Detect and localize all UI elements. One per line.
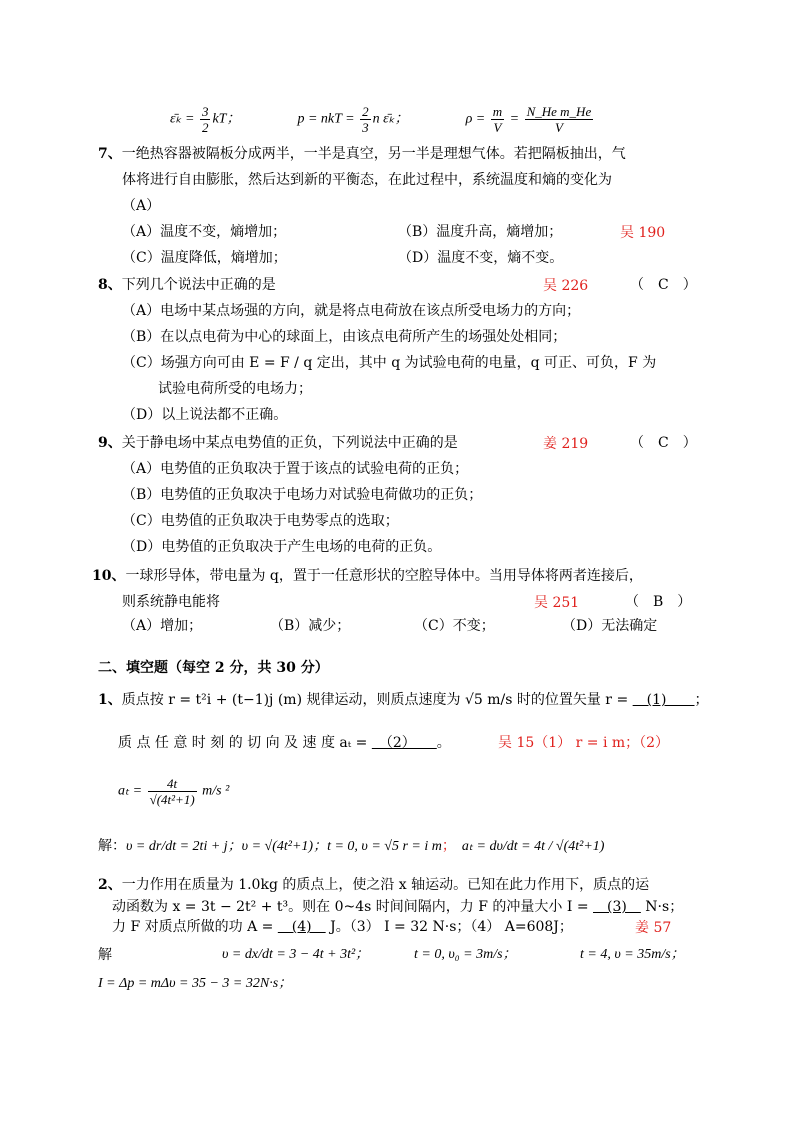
ek-frac-denominator: 2	[201, 120, 209, 135]
q9-answer: （ C ）	[630, 435, 697, 451]
rho-frac2-numerator: N_He m_He	[526, 104, 592, 119]
f2-stem-3a: 力 F 对质点所做的功 A =	[112, 919, 278, 935]
q9-stem: 关于静电场中某点电势值的正负，下列说法中正确的是	[121, 435, 458, 451]
f1-at-answer	[118, 776, 229, 807]
q7-answer: （A）	[122, 198, 161, 214]
f1-line2-end: 。	[436, 735, 451, 751]
q8-option-c1: （C）场强方向可由 E = F / q 定出，其中 q 为试验电荷的电量，q 可正、可负，F 为	[122, 355, 657, 371]
f2-blank-4: (4)	[277, 919, 326, 935]
f1-stem-1: 质点按 r = t²i + (t−1)j (m) 规律运动，则质点速度为 √5 m/s 时的位置矢量 r =	[121, 692, 633, 708]
q7-line2: 体将进行自由膨胀，然后达到新的平衡态，在此过程中，系统温度和熵的变化为	[122, 172, 612, 188]
f2-reference: 姜 57	[635, 920, 672, 936]
f1-solution	[98, 836, 604, 857]
formula-line	[170, 104, 595, 135]
p-frac-numerator: 2	[362, 104, 369, 119]
q8-number: 8、	[98, 277, 122, 293]
rho-frac2-denominator: V	[554, 120, 563, 135]
f1-at-unit: m/s ²	[198, 783, 230, 799]
q9-reference: 姜 219	[543, 436, 589, 452]
q10-stem-1: 一球形导体，带电量为 q，置于一任意形状的空腔导体中。当用导体将两者连接后，	[125, 568, 643, 584]
q8-option-b: （B）在以点电荷为中心的球面上，由该点电荷所产生的场强处处相同；	[122, 329, 567, 345]
f1-at-label: aₜ =	[118, 783, 146, 799]
f1-at-numerator: 4t	[148, 776, 197, 792]
p-tail: n ε̄ₖ；	[372, 111, 409, 127]
rho-eq: =	[506, 111, 523, 127]
p-fraction	[360, 104, 371, 135]
ek-fraction	[200, 104, 211, 135]
f1-semicolon: ；	[694, 692, 709, 708]
q7-option-b: （B）温度升高，熵增加；	[398, 224, 563, 240]
f2-stem-1: 一力作用在质量为 1.0kg 的质点上，使之沿 x 轴运动。已知在此力作用下，质点的运	[121, 877, 650, 893]
f1-solution-sep: ；	[441, 838, 456, 854]
q10-option-d: （D）无法确定	[562, 618, 658, 634]
f2-line2	[112, 897, 683, 917]
q9-option-a: （A）电势值的正负取决于置于该点的试验电荷的正负；	[122, 461, 469, 477]
f1-number: 1、	[98, 692, 122, 708]
f1-at-denominator: √(4t²+1)	[149, 792, 195, 807]
f2-number: 2、	[98, 877, 122, 893]
q10-line1	[92, 566, 643, 586]
q10-answer: （ B ）	[625, 594, 692, 610]
q9-number: 9、	[98, 435, 122, 451]
f1-blank-2: （2）	[371, 735, 437, 751]
q10-line2: 则系统静电能将	[122, 594, 220, 610]
q8-option-c2: 试验电荷所受的电场力；	[158, 381, 312, 397]
q9-option-c: （C）电势值的正负取决于电势零点的选取；	[122, 513, 399, 529]
q7-option-d: （D）温度不变，熵不变。	[398, 250, 564, 266]
f2-line1	[98, 875, 649, 895]
f1-solution-label: 解：	[98, 838, 126, 854]
q10-option-c: （C）不变；	[414, 618, 495, 634]
f1-reference: 吴 15（1） r = i m；（2）	[498, 735, 670, 751]
f1-stem-2: 质 点 任 意 时 刻 的 切 向 及 速 度 aₜ =	[118, 735, 372, 751]
f1-line1	[98, 690, 708, 710]
ek-frac-numerator: 3	[201, 104, 209, 119]
q10-number: 10、	[92, 568, 126, 584]
p-frac-denominator: 3	[362, 120, 369, 135]
f1-blank-1: (1)	[632, 692, 695, 708]
f2-line3	[112, 917, 573, 937]
q8-option-d: （D）以上说法都不正确。	[122, 407, 288, 423]
f2-solution-2: t = 0, υ₀ = 3m/s；	[414, 947, 517, 962]
rho-fraction-2	[525, 104, 594, 135]
q8-option-a: （A）电场中某点场强的方向，就是将点电荷放在该点所受电场力的方向；	[122, 303, 581, 319]
f1-at-fraction	[148, 776, 197, 807]
f2-blank-3: (3)	[593, 899, 641, 915]
q8-stem-line	[98, 275, 276, 295]
q8-stem: 下列几个说法中正确的是	[121, 277, 276, 293]
rho-formula: ρ =	[465, 111, 489, 127]
f2-stem-2a: 动函数为 x = 3t − 2t² + t³。则在 0~4s 时间间隔内，力 F 的冲量大小 I =	[112, 899, 594, 915]
section-title: 二、填空题（每空 2 分，共 30 分）	[98, 660, 329, 676]
q9-option-b: （B）电势值的正负取决于电场力对试验电荷做功的正负；	[122, 487, 483, 503]
q7-number: 7、	[98, 146, 122, 162]
rho-frac1-numerator: m	[492, 104, 503, 119]
q10-reference: 吴 251	[534, 595, 580, 611]
f2-solution-label: 解	[98, 947, 112, 963]
rho-fraction-1	[491, 104, 504, 135]
q7-option-c: （C）温度降低，熵增加；	[122, 250, 287, 266]
q8-reference: 吴 226	[543, 278, 589, 294]
q8-answer: （ C ）	[630, 277, 697, 293]
q9-option-d: （D）电势值的正负取决于产生电场的电荷的正负。	[122, 539, 442, 555]
f1-line2	[118, 733, 451, 753]
p-formula: p = nkT =	[297, 111, 359, 127]
f2-solution-4: I = Δp = mΔυ = 35 − 3 = 32N·s；	[98, 976, 293, 991]
f2-solution-1: υ = dx/dt = 3 − 4t + 3t²；	[222, 947, 370, 962]
f2-solution-3: t = 4, υ = 35m/s；	[580, 947, 685, 962]
rho-frac1-denominator: V	[493, 120, 502, 135]
f1-solution-1: υ = dr/dt = 2ti + j；υ = √(4t²+1)；t = 0, υ = √5 r = i m	[126, 839, 442, 854]
q7-reference: 吴 190	[620, 225, 666, 241]
f2-stem-3b: J。（3） I = 32 N·s；（4） A=608J；	[325, 919, 573, 935]
ek-tail: kT；	[212, 111, 241, 127]
f2-stem-2b: N·s；	[640, 899, 684, 915]
q10-option-a: （A）增加；	[122, 618, 203, 634]
q7-line1	[98, 144, 626, 164]
q9-stem-line	[98, 433, 458, 453]
q7-stem-1: 一绝热容器被隔板分成两半，一半是真空，另一半是理想气体。若把隔板抽出，气	[121, 146, 626, 162]
q7-option-a: （A）温度不变，熵增加；	[122, 224, 287, 240]
ek-formula: ε̄ₖ =	[170, 111, 198, 127]
q10-option-b: （B）减少；	[270, 618, 351, 634]
f1-solution-2: aₜ = dυ/dt = 4t / √(4t²+1)	[461, 839, 605, 854]
